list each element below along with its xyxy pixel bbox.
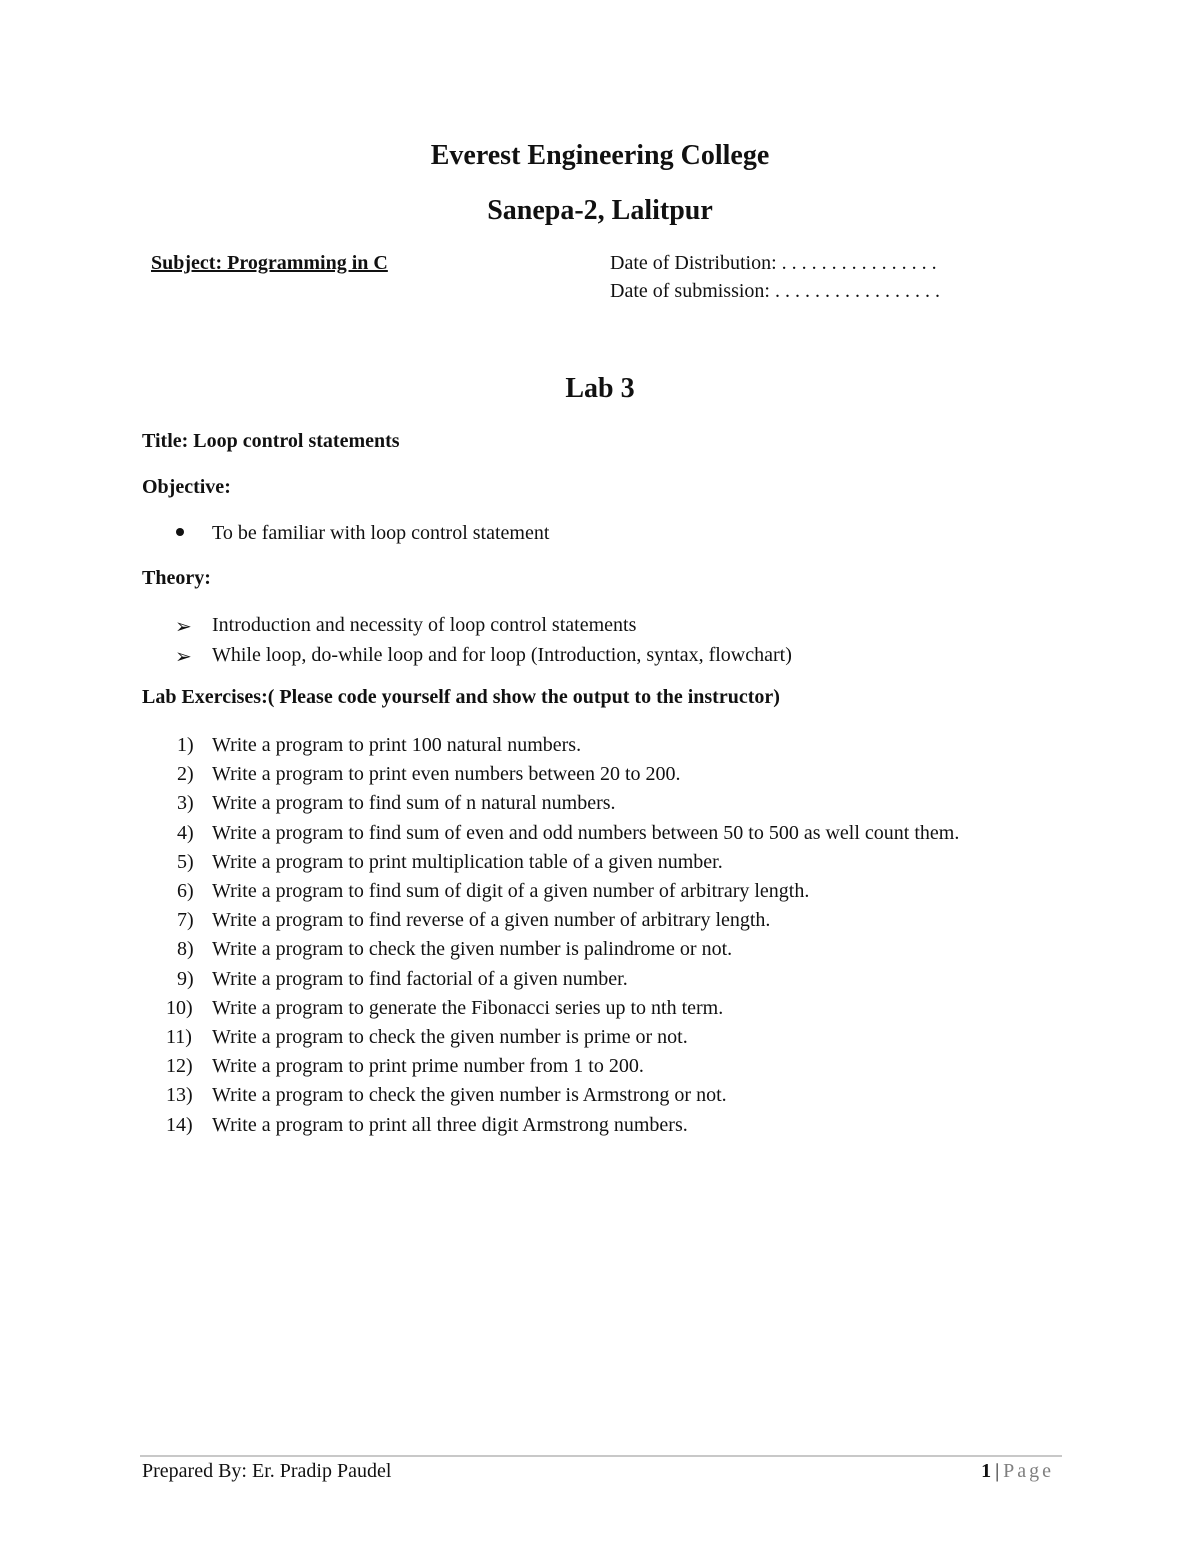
exercise-number: 4) — [177, 821, 194, 844]
exercise-item — [0, 935, 1200, 964]
exercise-item — [0, 994, 1200, 1023]
exercise-text: Write a program to find sum of even and odd numbers between 50 to 500 as well count them. — [212, 821, 960, 844]
theory-item — [175, 612, 636, 637]
exercise-number: 2) — [177, 763, 194, 786]
exercise-text: Write a program to print even numbers between 20 to 200. — [212, 763, 681, 786]
date-of-submission: Date of submission: . . . . . . . . . . . . . . . . . — [610, 280, 940, 302]
title-line: Title: Loop control statements — [142, 430, 400, 452]
college-name: Everest Engineering College — [430, 140, 770, 171]
exercise-text: Write a program to check the given number is Armstrong or not. — [212, 1084, 727, 1107]
exercise-text: Write a program to print all three digit Armstrong numbers. — [212, 1113, 688, 1136]
exercise-item — [0, 877, 1200, 906]
exercise-item — [0, 731, 1200, 760]
exercise-item — [0, 1111, 1200, 1140]
exercise-item — [0, 906, 1200, 935]
page-separator: | — [995, 1460, 1000, 1482]
exercise-text: Write a program to find reverse of a given number of arbitrary length. — [212, 909, 771, 932]
exercise-item — [0, 1081, 1200, 1110]
theory-item-text: While loop, do-while loop and for loop (Introduction, syntax, flowchart) — [212, 644, 792, 666]
page-label: Page — [1003, 1460, 1054, 1482]
date-of-distribution: Date of Distribution: . . . . . . . . . . . . . . . . — [610, 252, 937, 274]
exercise-number: 10) — [166, 996, 193, 1019]
bullet-dot-icon — [176, 528, 184, 536]
exercise-number: 3) — [177, 792, 194, 815]
exercise-number: 5) — [177, 850, 194, 873]
theory-item-text: Introduction and necessity of loop control statements — [212, 614, 637, 636]
exercise-text: Write a program to find sum of digit of a given number of arbitrary length. — [212, 880, 810, 903]
exercise-text: Write a program to print 100 natural numbers. — [212, 734, 582, 756]
exercise-item — [0, 1023, 1200, 1052]
exercise-list — [0, 731, 1200, 1140]
exercise-item — [0, 760, 1200, 789]
objective-item-text: To be familiar with loop control statement — [212, 522, 550, 544]
exercise-number: 9) — [177, 967, 194, 990]
objective-heading: Objective: — [142, 476, 231, 498]
lab-title: Lab 3 — [565, 373, 635, 404]
exercise-text: Write a program to print prime number from 1 to 200. — [212, 1055, 644, 1078]
exercise-text: Write a program to generate the Fibonacci series up to nth term. — [212, 996, 724, 1019]
exercise-number: 1) — [177, 734, 194, 756]
arrow-bullet-icon: ➢ — [175, 616, 192, 638]
footer-page-indicator — [981, 1460, 1054, 1483]
exercise-text: Write a program to print multiplication table of a given number. — [212, 850, 723, 873]
exercise-text: Write a program to find factorial of a given number. — [212, 967, 628, 990]
exercise-number: 6) — [177, 880, 194, 903]
exercise-number: 13) — [166, 1084, 193, 1107]
exercise-item — [0, 819, 1200, 848]
theory-item — [175, 642, 792, 667]
exercises-heading: Lab Exercises:( Please code yourself and show the output to the instructor) — [142, 686, 780, 708]
exercise-item — [0, 1052, 1200, 1081]
footer-divider — [140, 1455, 1062, 1457]
exercise-number: 11) — [166, 1026, 192, 1049]
exercise-number: 7) — [177, 909, 194, 932]
exercise-item — [0, 789, 1200, 818]
page-number: 1 — [981, 1460, 992, 1482]
exercise-number: 8) — [177, 938, 194, 961]
college-address: Sanepa-2, Lalitpur — [487, 195, 713, 226]
subject-line: Subject: Programming in C — [151, 252, 388, 274]
theory-heading: Theory: — [142, 567, 211, 589]
exercise-text: Write a program to find sum of n natural numbers. — [212, 792, 616, 815]
exercise-item — [0, 848, 1200, 877]
exercise-number: 12) — [166, 1055, 193, 1078]
arrow-bullet-icon: ➢ — [175, 646, 192, 668]
objective-item — [175, 522, 549, 545]
exercise-number: 14) — [166, 1113, 193, 1136]
exercise-item — [0, 965, 1200, 994]
footer-prepared-by: Prepared By: Er. Pradip Paudel — [142, 1460, 392, 1482]
exercise-text: Write a program to check the given number is palindrome or not. — [212, 938, 733, 961]
exercise-text: Write a program to check the given number is prime or not. — [212, 1026, 688, 1049]
